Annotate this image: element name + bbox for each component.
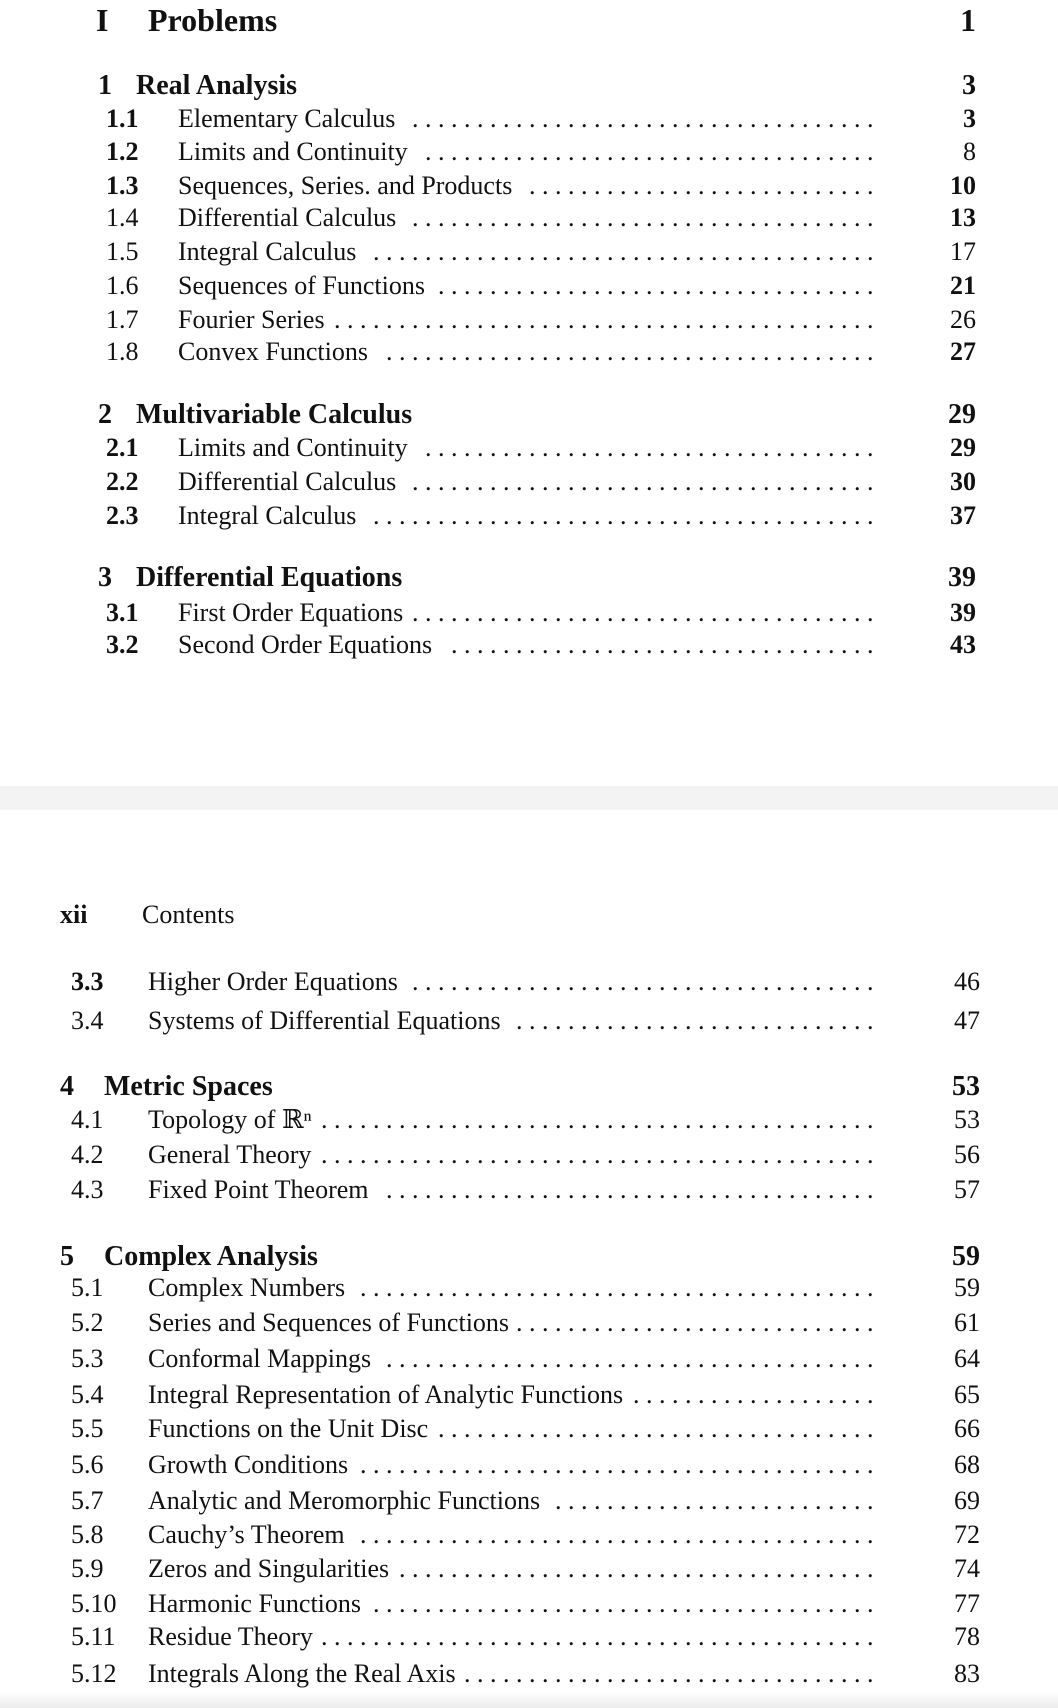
dot-leader: . . . . . . . . . . . . . . . . . . . xyxy=(633,1380,874,1409)
section-title: Systems of Differential Equations xyxy=(148,1006,501,1035)
chapter-number: 2 xyxy=(98,399,112,430)
section-page: 65 xyxy=(954,1380,980,1409)
dot-leader: . . . . . . . . . . . . . . . . . . . . . . . . . . . . . . . . . . . . xyxy=(412,467,874,496)
section-page: 78 xyxy=(954,1622,980,1651)
section-number: 5.4 xyxy=(71,1380,104,1409)
dot-leader: . . . . . . . . . . . . . . . . . . . . . . . . . . . . . . . . . xyxy=(451,630,874,659)
section-number: 2.1 xyxy=(106,433,139,462)
section-number: 5.2 xyxy=(71,1308,104,1337)
section-page: 39 xyxy=(950,598,976,627)
section-number: 1.2 xyxy=(106,137,139,166)
section-page: 66 xyxy=(954,1414,980,1443)
section-title: Fourier Series xyxy=(178,305,325,334)
running-head-page: xii xyxy=(60,900,88,929)
section-page: 53 xyxy=(954,1105,980,1134)
section-page: 56 xyxy=(954,1140,980,1169)
dot-leader: . . . . . . . . . . . . . . . . . . . . . . . . . . . . . . . . . . . xyxy=(425,433,874,462)
dot-leader: . . . . . . . . . . . . . . . . . . . . . . . . . xyxy=(555,1486,874,1515)
section-number: 3.3 xyxy=(71,967,104,996)
dot-leader: . . . . . . . . . . . . . . . . . . . . . . . . . . . . . . . . . . . . . . . . . . . xyxy=(321,1140,874,1169)
chapter-page: 53 xyxy=(952,1071,980,1102)
dot-leader: . . . . . . . . . . . . . . . . . . . . . . . . . . . . . . . . . . . . . . . . . . xyxy=(334,305,874,334)
section-title: Sequences of Functions xyxy=(178,271,425,300)
section-page: 27 xyxy=(950,337,976,366)
page-separator xyxy=(0,786,1058,810)
dot-leader: . . . . . . . . . . . . . . . . . . . . . . . . . . . . . . . . . . . . . . . . . . . xyxy=(321,1105,874,1134)
section-number: 1.3 xyxy=(106,171,139,200)
section-number: 1.8 xyxy=(106,337,139,366)
section-title: First Order Equations xyxy=(178,598,404,627)
section-title: Integral Representation of Analytic Functions xyxy=(148,1380,624,1409)
section-page: 72 xyxy=(954,1520,980,1549)
section-number: 1.5 xyxy=(106,237,139,266)
section-title: Second Order Equations xyxy=(178,630,433,659)
section-number: 4.1 xyxy=(71,1105,104,1134)
dot-leader: . . . . . . . . . . . . . . . . . . . . . . . . . . . . . . . . . . . . . . xyxy=(386,1175,874,1204)
section-page: 17 xyxy=(950,237,976,266)
section-number: 4.2 xyxy=(71,1140,104,1169)
part-page: 1 xyxy=(960,2,976,38)
dot-leader: . . . . . . . . . . . . . . . . . . . . . . . . . . . . . . . . . . . . . xyxy=(399,1554,874,1583)
section-title: Series and Sequences of Functions xyxy=(148,1308,510,1337)
section-title: Convex Functions xyxy=(178,337,368,366)
chapter-number: 3 xyxy=(98,562,112,593)
section-title: Integral Calculus xyxy=(178,501,357,530)
dot-leader: . . . . . . . . . . . . . . . . . . . . . . . . . . . . . . . . . . . . xyxy=(412,104,874,133)
chapter-page: 39 xyxy=(948,562,976,593)
section-title: Elementary Calculus xyxy=(178,104,396,133)
section-number: 3.1 xyxy=(106,598,139,627)
dot-leader: . . . . . . . . . . . . . . . . . . . . . . . . . . . . xyxy=(516,1308,874,1337)
section-number: 5.7 xyxy=(71,1486,104,1515)
dot-leader: . . . . . . . . . . . . . . . . . . . . . . . . . . . . . . . . . . . xyxy=(425,137,874,166)
running-head-title: Contents xyxy=(142,900,235,929)
section-number: 1.4 xyxy=(106,203,139,232)
section-title: Differential Calculus xyxy=(178,203,397,232)
bottom-shadow xyxy=(0,1692,1058,1708)
section-page: 8 xyxy=(963,137,976,166)
section-number: 1.7 xyxy=(106,305,139,334)
section-number: 2.2 xyxy=(106,467,139,496)
dot-leader: . . . . . . . . . . . . . . . . . . . . . . . . . . . . . . . . . . . . xyxy=(412,967,874,996)
chapter-title: Metric Spaces xyxy=(104,1071,273,1102)
dot-leader: . . . . . . . . . . . . . . . . . . . . . . . . . . . . . . . . . . xyxy=(438,1414,874,1443)
section-title: Growth Conditions xyxy=(148,1450,349,1479)
section-page: 61 xyxy=(954,1308,980,1337)
section-title: General Theory xyxy=(148,1140,312,1169)
section-page: 3 xyxy=(963,104,976,133)
chapter-number: 5 xyxy=(60,1241,74,1272)
section-number: 5.5 xyxy=(71,1414,104,1443)
section-page: 74 xyxy=(954,1554,980,1583)
chapter-number: 1 xyxy=(98,70,112,101)
section-number: 5.8 xyxy=(71,1520,104,1549)
part-title: Problems xyxy=(148,2,278,38)
chapter-title: Differential Equations xyxy=(136,562,403,593)
section-number: 1.6 xyxy=(106,271,139,300)
chapter-page: 29 xyxy=(948,399,976,430)
section-page: 83 xyxy=(954,1659,980,1688)
part-number: I xyxy=(96,2,109,38)
section-page: 29 xyxy=(950,433,976,462)
section-number: 3.4 xyxy=(71,1006,104,1035)
section-number: 5.11 xyxy=(71,1622,116,1651)
section-number: 5.6 xyxy=(71,1450,104,1479)
section-page: 59 xyxy=(954,1273,980,1302)
dot-leader: . . . . . . . . . . . . . . . . . . . . . . . . . . . . . . . . . . . . . . . . xyxy=(360,1520,874,1549)
section-title: Higher Order Equations xyxy=(148,967,398,996)
chapter-number: 4 xyxy=(60,1071,74,1102)
section-number: 4.3 xyxy=(71,1175,104,1204)
section-title: Functions on the Unit Disc xyxy=(148,1414,429,1443)
section-number: 5.1 xyxy=(71,1273,104,1302)
dot-leader: . . . . . . . . . . . . . . . . . . . . . . . . . . . . . . . . . . . . . . . . . . . xyxy=(321,1622,874,1651)
section-page: 21 xyxy=(950,271,976,300)
section-title: Zeros and Singularities xyxy=(148,1554,390,1583)
chapter-page: 59 xyxy=(952,1241,980,1272)
section-page: 69 xyxy=(954,1486,980,1515)
section-page: 26 xyxy=(950,305,976,334)
section-title: Residue Theory xyxy=(148,1622,313,1651)
dot-leader: . . . . . . . . . . . . . . . . . . . . . . . . . . . xyxy=(529,171,874,200)
section-page: 64 xyxy=(954,1344,980,1373)
section-title: Fixed Point Theorem xyxy=(148,1175,369,1204)
section-page: 68 xyxy=(954,1450,980,1479)
chapter-page: 3 xyxy=(962,70,976,101)
section-title: Harmonic Functions xyxy=(148,1589,362,1618)
section-title: Complex Numbers xyxy=(148,1273,346,1302)
chapter-title: Real Analysis xyxy=(136,70,298,101)
section-page: 13 xyxy=(950,203,976,232)
section-page: 37 xyxy=(950,501,976,530)
dot-leader: . . . . . . . . . . . . . . . . . . . . . . . . . . . . . . . . . . . . . . . xyxy=(373,1589,874,1618)
dot-leader: . . . . . . . . . . . . . . . . . . . . . . . . . . . . . . . . . . . . . . xyxy=(386,337,874,366)
section-title: Limits and Continuity xyxy=(178,433,408,462)
dot-leader: . . . . . . . . . . . . . . . . . . . . . . . . . . . . . . . . . . . . . . . xyxy=(373,501,874,530)
section-number: 5.10 xyxy=(71,1589,117,1618)
section-title: Integral Calculus xyxy=(178,237,357,266)
section-page: 43 xyxy=(950,630,976,659)
section-page: 46 xyxy=(954,967,980,996)
section-page: 10 xyxy=(950,171,976,200)
section-number: 2.3 xyxy=(106,501,139,530)
section-title: Integrals Along the Real Axis xyxy=(148,1659,456,1688)
section-title: Differential Calculus xyxy=(178,467,397,496)
section-title: Analytic and Meromorphic Functions xyxy=(148,1486,541,1515)
section-title: Conformal Mappings xyxy=(148,1344,372,1373)
section-number: 5.3 xyxy=(71,1344,104,1373)
dot-leader: . . . . . . . . . . . . . . . . . . . . . . . . . . . . . . . . . . . . xyxy=(412,203,874,232)
section-page: 30 xyxy=(950,467,976,496)
section-number: 3.2 xyxy=(106,630,139,659)
section-number: 1.1 xyxy=(106,104,139,133)
dot-leader: . . . . . . . . . . . . . . . . . . . . . . . . . . . . . . . . . . . . . . . . xyxy=(360,1450,874,1479)
section-page: 57 xyxy=(954,1175,980,1204)
section-title: Limits and Continuity xyxy=(178,137,408,166)
dot-leader: . . . . . . . . . . . . . . . . . . . . . . . . . . . . . . . . . . . . . . xyxy=(386,1344,874,1373)
dot-leader: . . . . . . . . . . . . . . . . . . . . . . . . . . . . . . . . xyxy=(464,1659,874,1688)
chapter-title: Multivariable Calculus xyxy=(136,399,413,430)
dot-leader: . . . . . . . . . . . . . . . . . . . . . . . . . . . . . . . . . . . . . . . . xyxy=(360,1273,874,1302)
dot-leader: . . . . . . . . . . . . . . . . . . . . . . . . . . . . xyxy=(516,1006,874,1035)
section-title: Topology of ℝⁿ xyxy=(148,1105,312,1134)
section-number: 5.9 xyxy=(71,1554,104,1583)
dot-leader: . . . . . . . . . . . . . . . . . . . . . . . . . . . . . . . . . . . . xyxy=(412,598,874,627)
dot-leader: . . . . . . . . . . . . . . . . . . . . . . . . . . . . . . . . . . . . . . . xyxy=(373,237,874,266)
dot-leader: . . . . . . . . . . . . . . . . . . . . . . . . . . . . . . . . . . xyxy=(438,271,874,300)
section-title: Cauchy’s Theorem xyxy=(148,1520,345,1549)
section-number: 5.12 xyxy=(71,1659,117,1688)
section-page: 47 xyxy=(954,1006,980,1035)
section-page: 77 xyxy=(954,1589,980,1618)
section-title: Sequences, Series. and Products xyxy=(178,171,513,200)
chapter-title: Complex Analysis xyxy=(104,1241,318,1272)
